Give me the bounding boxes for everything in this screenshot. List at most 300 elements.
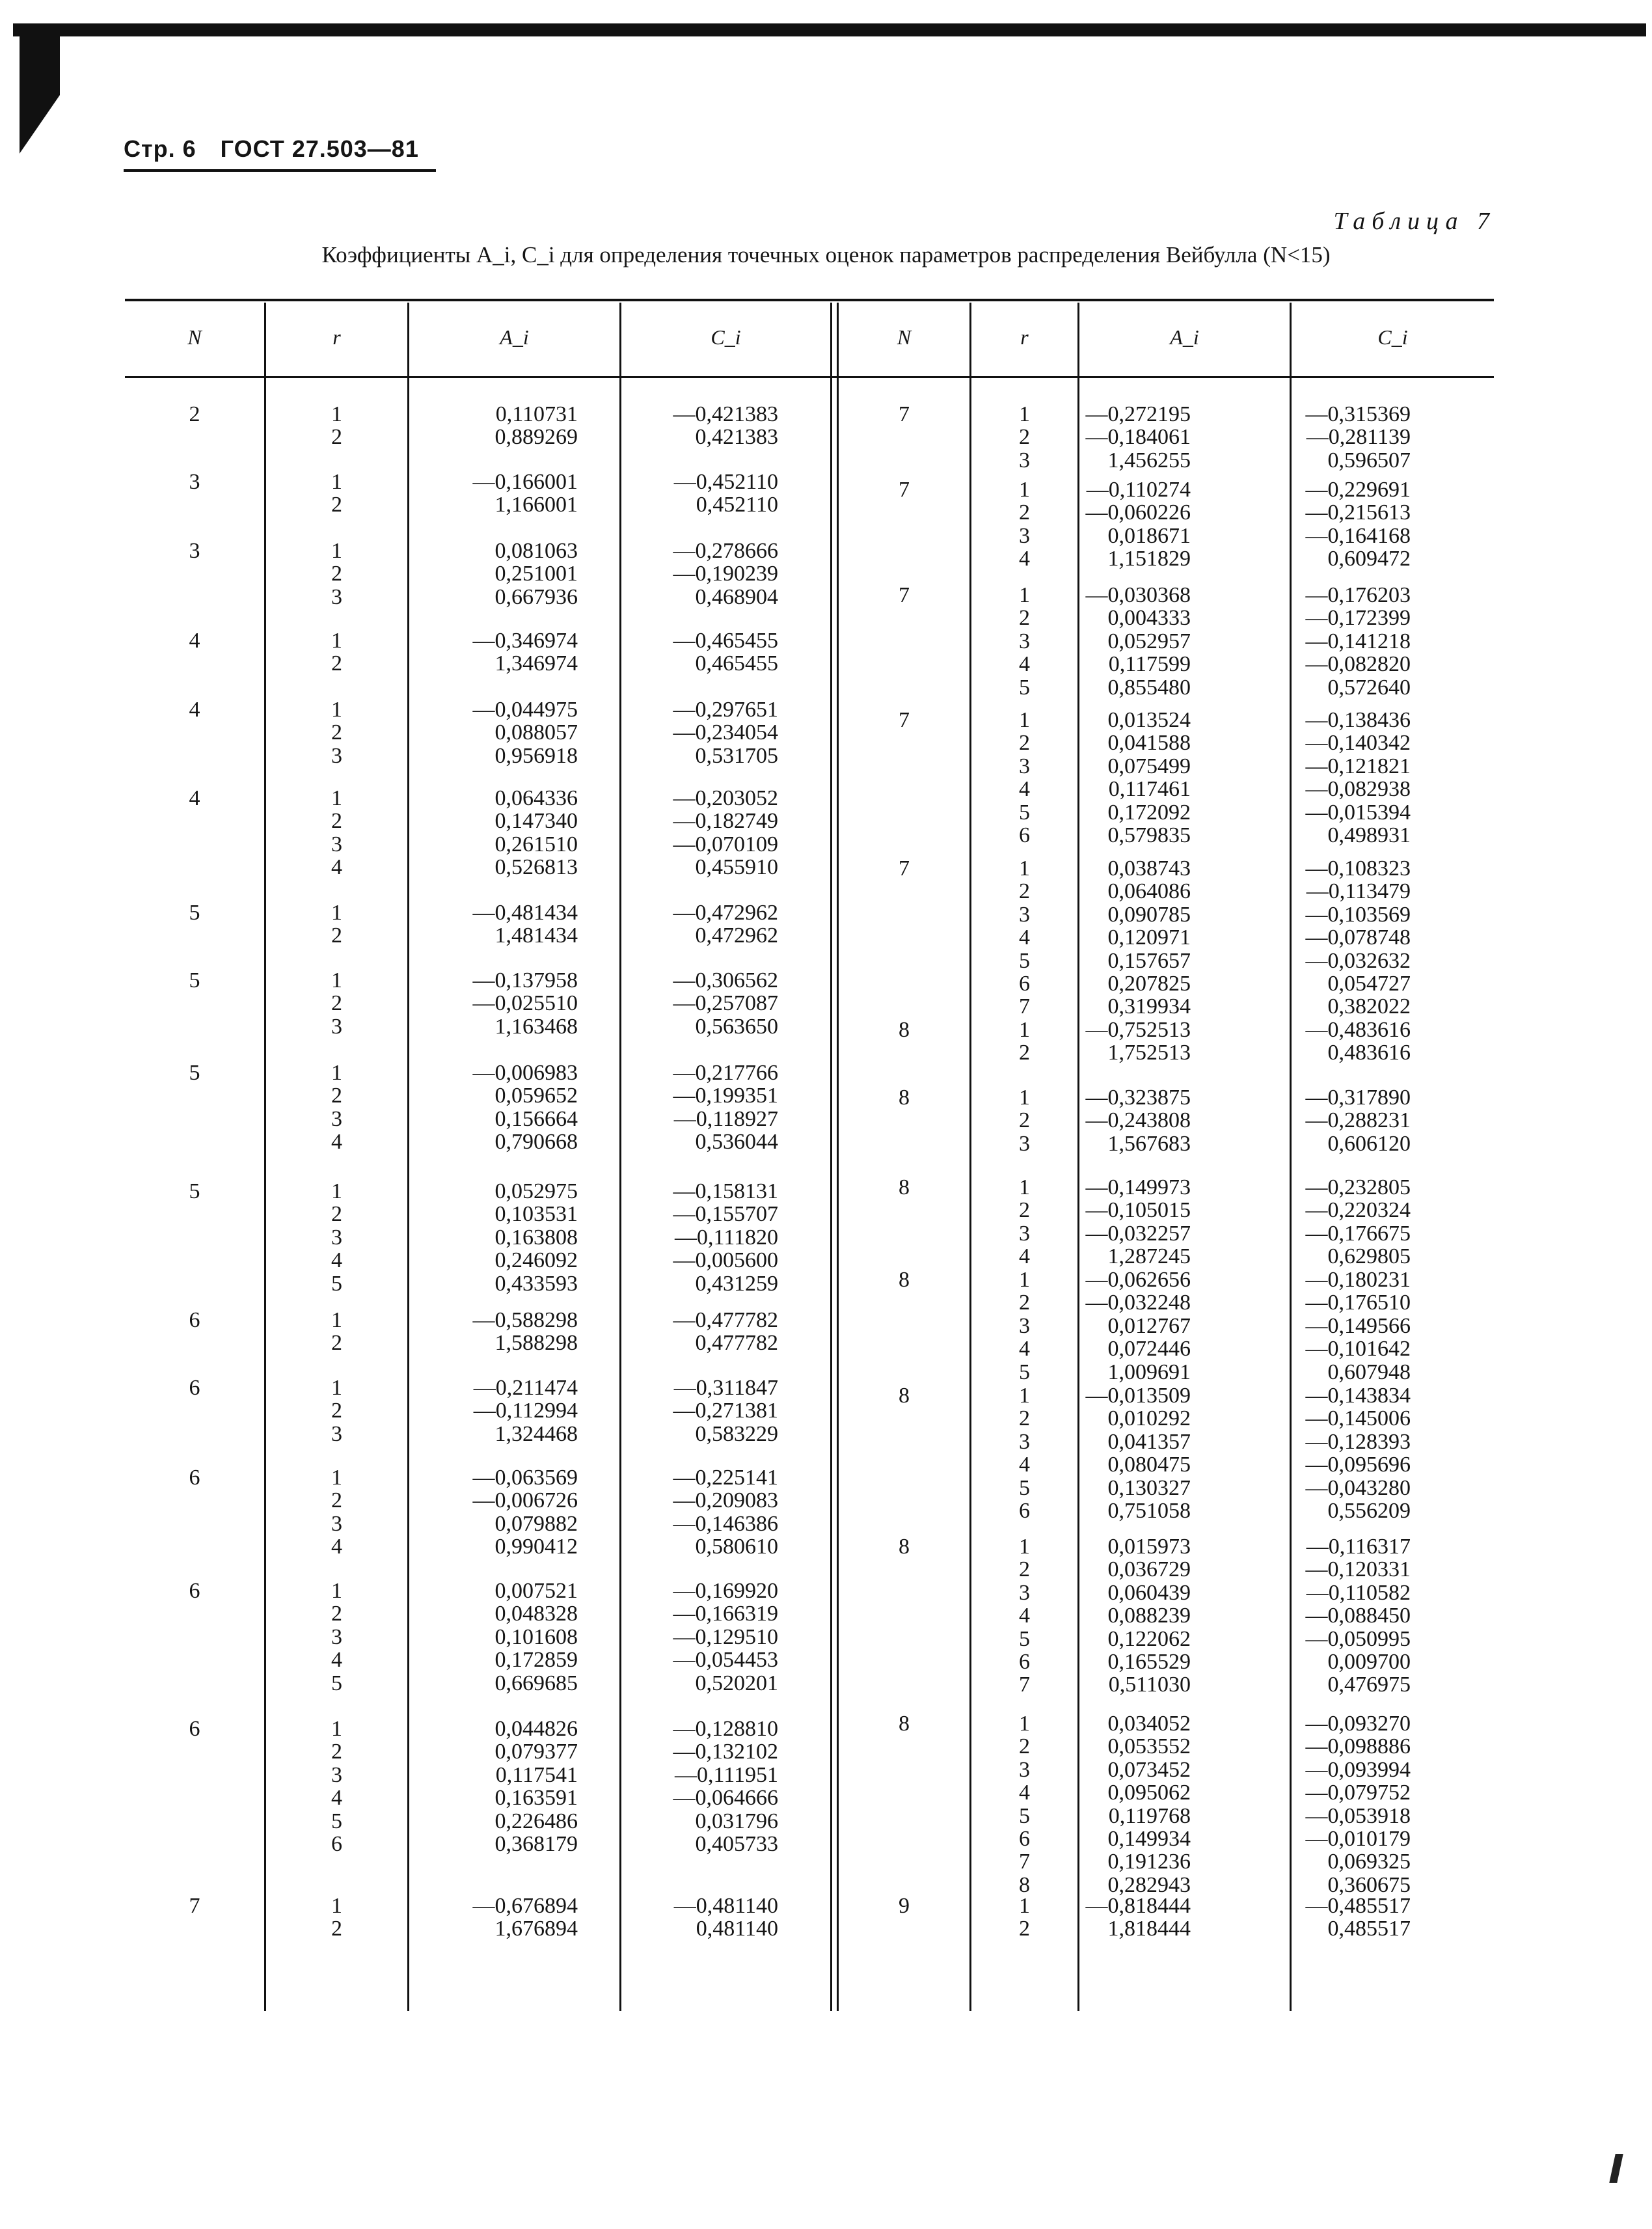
a-coefficient: 0,990412 — [494, 1535, 578, 1559]
table-top-rule — [125, 299, 1494, 301]
c-coefficient: —0,180231 — [1305, 1268, 1411, 1292]
c-coefficient: —0,070109 — [673, 832, 778, 856]
r-value: 3 — [1019, 1221, 1030, 1246]
scan-corner-mark — [20, 23, 60, 154]
r-value: 2 — [331, 1602, 342, 1626]
a-coefficient: 0,060439 — [1107, 1580, 1191, 1605]
a-coefficient: 0,157657 — [1107, 948, 1191, 973]
c-coefficient: 0,405733 — [695, 1832, 778, 1856]
a-coefficient: 1,324468 — [494, 1421, 578, 1446]
a-coefficient: —0,481434 — [472, 901, 578, 925]
r-value: 1 — [1019, 1384, 1030, 1408]
n-value: 2 — [189, 402, 200, 426]
a-coefficient: 0,130327 — [1107, 1475, 1191, 1500]
r-value: 8 — [1019, 1872, 1030, 1897]
c-coefficient: —0,103569 — [1305, 902, 1411, 927]
n-value: 4 — [189, 698, 200, 722]
a-coefficient: 1,676894 — [494, 1917, 578, 1941]
r-value: 5 — [1019, 948, 1030, 973]
a-coefficient: 0,226486 — [494, 1809, 578, 1833]
c-coefficient: —0,054453 — [673, 1648, 778, 1673]
r-value: 2 — [1019, 1917, 1030, 1941]
r-value: 4 — [1019, 1244, 1030, 1269]
r-value: 1 — [1019, 1894, 1030, 1918]
c-coefficient: —0,010179 — [1305, 1827, 1411, 1851]
c-coefficient: 0,360675 — [1327, 1872, 1411, 1897]
c-coefficient: 0,583229 — [695, 1421, 778, 1446]
a-coefficient: —0,025510 — [472, 991, 578, 1016]
r-value: 4 — [1019, 652, 1030, 677]
c-coefficient: —0,101642 — [1305, 1337, 1411, 1361]
a-coefficient: —0,184061 — [1085, 425, 1191, 450]
header-r-left: r — [332, 325, 341, 349]
c-coefficient: —0,088450 — [1305, 1604, 1411, 1628]
c-coefficient: —0,190239 — [673, 562, 778, 586]
r-value: 2 — [331, 1917, 342, 1941]
r-value: 1 — [331, 1179, 342, 1203]
n-value: 8 — [899, 1712, 910, 1736]
r-value: 1 — [1019, 1268, 1030, 1292]
a-coefficient: —0,006983 — [472, 1061, 578, 1085]
c-coefficient: —0,043280 — [1305, 1475, 1411, 1500]
c-coefficient: 0,498931 — [1327, 823, 1411, 847]
c-coefficient: 0,572640 — [1327, 675, 1411, 700]
a-coefficient: —0,818444 — [1085, 1894, 1191, 1918]
c-coefficient: —0,472962 — [673, 901, 778, 925]
c-coefficient: 0,481140 — [696, 1917, 778, 1941]
a-coefficient: 0,191236 — [1107, 1850, 1191, 1874]
c-coefficient: 0,629805 — [1327, 1244, 1411, 1269]
r-value: 3 — [1019, 523, 1030, 548]
c-coefficient: 0,483616 — [1327, 1041, 1411, 1065]
a-coefficient: —0,030368 — [1085, 583, 1191, 607]
n-value: 9 — [899, 1894, 910, 1918]
a-coefficient: 0,165529 — [1107, 1650, 1191, 1674]
r-value: 2 — [331, 425, 342, 450]
r-value: 5 — [331, 1671, 342, 1695]
n-value: 8 — [899, 1384, 910, 1408]
c-coefficient: —0,098886 — [1305, 1734, 1411, 1759]
r-value: 2 — [331, 809, 342, 834]
a-coefficient: 1,009691 — [1107, 1360, 1191, 1384]
r-value: 2 — [1019, 1108, 1030, 1133]
n-value: 8 — [899, 1268, 910, 1292]
header-c-left: C_i — [711, 325, 741, 349]
c-coefficient: 0,472962 — [695, 923, 778, 948]
c-coefficient: —0,217766 — [673, 1061, 778, 1085]
r-value: 3 — [1019, 1131, 1030, 1156]
c-coefficient: —0,128810 — [673, 1717, 778, 1741]
r-value: 4 — [1019, 1781, 1030, 1805]
c-coefficient: —0,095696 — [1305, 1453, 1411, 1477]
c-coefficient: 0,580610 — [695, 1535, 778, 1559]
r-value: 3 — [1019, 448, 1030, 472]
r-value: 1 — [331, 402, 342, 426]
r-value: 4 — [331, 1535, 342, 1559]
r-value: 4 — [1019, 1604, 1030, 1628]
a-coefficient: 1,567683 — [1107, 1131, 1191, 1156]
c-coefficient: 0,468904 — [695, 584, 778, 609]
n-value: 5 — [189, 1061, 200, 1085]
page-number: Стр. 6 — [124, 135, 196, 162]
c-coefficient: 0,382022 — [1327, 994, 1411, 1019]
a-coefficient: 0,172859 — [494, 1648, 578, 1673]
r-value: 2 — [331, 991, 342, 1016]
r-value: 3 — [331, 1106, 342, 1131]
a-coefficient: 0,036729 — [1107, 1557, 1191, 1582]
r-value: 6 — [1019, 1827, 1030, 1851]
r-value: 1 — [1019, 478, 1030, 502]
r-value: 3 — [331, 1225, 342, 1250]
c-coefficient: —0,111951 — [675, 1762, 778, 1787]
n-value: 7 — [899, 478, 910, 502]
c-coefficient: —0,149566 — [1305, 1313, 1411, 1338]
c-coefficient: —0,145006 — [1305, 1406, 1411, 1431]
c-coefficient: —0,078748 — [1305, 925, 1411, 950]
r-value: 2 — [331, 651, 342, 676]
r-value: 4 — [1019, 1337, 1030, 1361]
a-coefficient: 0,122062 — [1107, 1626, 1191, 1651]
a-coefficient: 0,052975 — [494, 1179, 578, 1203]
c-coefficient: —0,140342 — [1305, 731, 1411, 756]
n-value: 5 — [189, 901, 200, 925]
a-coefficient: 0,433593 — [494, 1271, 578, 1296]
r-value: 3 — [1019, 1757, 1030, 1782]
n-value: 8 — [899, 1086, 910, 1110]
c-coefficient: 0,452110 — [696, 493, 778, 517]
a-coefficient: 0,855480 — [1107, 675, 1191, 700]
c-coefficient: —0,132102 — [673, 1740, 778, 1764]
c-coefficient: —0,452110 — [673, 470, 778, 494]
c-coefficient: 0,431259 — [695, 1271, 778, 1296]
c-coefficient: —0,203052 — [673, 786, 778, 810]
a-coefficient: —0,013509 — [1085, 1384, 1191, 1408]
r-value: 2 — [1019, 500, 1030, 525]
r-value: 1 — [331, 698, 342, 722]
c-coefficient: —0,421383 — [673, 402, 778, 426]
c-coefficient: —0,093270 — [1305, 1712, 1411, 1736]
r-value: 1 — [331, 470, 342, 494]
a-coefficient: 0,072446 — [1107, 1337, 1191, 1361]
a-coefficient: —0,062656 — [1085, 1268, 1191, 1292]
n-value: 3 — [189, 470, 200, 494]
a-coefficient: —0,149973 — [1085, 1175, 1191, 1199]
a-coefficient: 1,818444 — [1107, 1917, 1191, 1941]
c-coefficient: —0,128393 — [1305, 1429, 1411, 1454]
c-coefficient: —0,481140 — [673, 1894, 778, 1918]
page-header — [124, 135, 436, 172]
a-coefficient: 0,667936 — [494, 584, 578, 609]
r-value: 4 — [331, 1648, 342, 1673]
r-value: 1 — [331, 1376, 342, 1400]
c-coefficient: —0,129510 — [673, 1624, 778, 1649]
c-coefficient: —0,005600 — [673, 1248, 778, 1273]
column-divider-double — [837, 303, 839, 2011]
c-coefficient: 0,520201 — [695, 1671, 778, 1695]
n-value: 8 — [899, 1175, 910, 1199]
table-label: Таблица 7 — [1333, 208, 1496, 235]
c-coefficient: —0,015394 — [1305, 800, 1411, 825]
a-coefficient: 0,246092 — [494, 1248, 578, 1273]
r-value: 1 — [1019, 1535, 1030, 1559]
r-value: 1 — [331, 629, 342, 653]
a-coefficient: 0,101608 — [494, 1624, 578, 1649]
r-value: 7 — [1019, 1673, 1030, 1697]
header-n-left: N — [187, 325, 202, 349]
r-value: 1 — [1019, 583, 1030, 607]
r-value: 2 — [1019, 1041, 1030, 1065]
c-coefficient: —0,169920 — [673, 1579, 778, 1603]
a-coefficient: —0,211474 — [473, 1376, 578, 1400]
a-coefficient: 0,041357 — [1107, 1429, 1191, 1454]
a-coefficient: —0,063569 — [472, 1466, 578, 1490]
a-coefficient: 0,013524 — [1107, 708, 1191, 732]
r-value: 4 — [1019, 925, 1030, 950]
a-coefficient: 0,956918 — [494, 743, 578, 768]
r-value: 1 — [331, 786, 342, 810]
r-value: 1 — [331, 901, 342, 925]
header-a-right: A_i — [1170, 325, 1199, 349]
a-coefficient: 0,751058 — [1107, 1499, 1191, 1523]
n-value: 6 — [189, 1308, 200, 1332]
r-value: 2 — [1019, 1198, 1030, 1223]
a-coefficient: 1,166001 — [494, 493, 578, 517]
c-coefficient: —0,234054 — [673, 720, 778, 745]
a-coefficient: 0,041588 — [1107, 731, 1191, 756]
r-value: 3 — [331, 1014, 342, 1039]
a-coefficient: 0,088057 — [494, 720, 578, 745]
a-coefficient: 0,064086 — [1107, 879, 1191, 904]
r-value: 3 — [1019, 1580, 1030, 1605]
a-coefficient: 1,752513 — [1107, 1041, 1191, 1065]
r-value: 3 — [1019, 754, 1030, 778]
a-coefficient: 0,081063 — [494, 539, 578, 563]
c-coefficient: 0,536044 — [695, 1130, 778, 1155]
c-coefficient: 0,477782 — [695, 1331, 778, 1356]
a-coefficient: 0,064336 — [494, 786, 578, 810]
r-value: 2 — [1019, 1557, 1030, 1582]
a-coefficient: 0,110731 — [495, 402, 578, 426]
a-coefficient: —0,346974 — [472, 629, 578, 653]
a-coefficient: 0,012767 — [1107, 1313, 1191, 1338]
n-value: 6 — [189, 1579, 200, 1603]
c-coefficient: —0,093994 — [1305, 1757, 1411, 1782]
c-coefficient: —0,110582 — [1306, 1580, 1411, 1605]
a-coefficient: 0,147340 — [494, 809, 578, 834]
a-coefficient: 0,095062 — [1107, 1781, 1191, 1805]
r-value: 1 — [331, 1308, 342, 1332]
r-value: 2 — [1019, 731, 1030, 756]
r-value: 2 — [331, 923, 342, 948]
c-coefficient: —0,477782 — [673, 1308, 778, 1332]
r-value: 7 — [1019, 994, 1030, 1019]
r-value: 1 — [1019, 1086, 1030, 1110]
r-value: 1 — [1019, 1712, 1030, 1736]
a-coefficient: —0,137958 — [472, 968, 578, 992]
c-coefficient: —0,209083 — [673, 1488, 778, 1513]
n-value: 6 — [189, 1717, 200, 1741]
a-coefficient: 0,117599 — [1108, 652, 1191, 677]
a-coefficient: 0,282943 — [1107, 1872, 1191, 1897]
c-coefficient: —0,225141 — [673, 1466, 778, 1490]
r-value: 1 — [331, 1894, 342, 1918]
r-value: 2 — [331, 493, 342, 517]
a-coefficient: 0,579835 — [1107, 823, 1191, 847]
a-coefficient: 0,117541 — [495, 1762, 578, 1787]
a-coefficient: —0,044975 — [472, 698, 578, 722]
c-coefficient: 0,531705 — [695, 743, 778, 768]
a-coefficient: 0,163808 — [494, 1225, 578, 1250]
r-value: 1 — [331, 1717, 342, 1741]
a-coefficient: 0,044826 — [494, 1717, 578, 1741]
r-value: 2 — [331, 1488, 342, 1513]
c-coefficient: —0,485517 — [1305, 1894, 1411, 1918]
a-coefficient: 0,034052 — [1107, 1712, 1191, 1736]
a-coefficient: 0,088239 — [1107, 1604, 1191, 1628]
a-coefficient: 0,048328 — [494, 1602, 578, 1626]
r-value: 1 — [331, 1579, 342, 1603]
a-coefficient: 1,346974 — [494, 651, 578, 676]
c-coefficient: 0,465455 — [695, 651, 778, 676]
c-coefficient: —0,315369 — [1305, 402, 1411, 426]
r-value: 6 — [331, 1832, 342, 1856]
c-coefficient: —0,311847 — [673, 1376, 778, 1400]
r-value: 1 — [1019, 708, 1030, 732]
r-value: 1 — [331, 968, 342, 992]
a-coefficient: —0,272195 — [1085, 402, 1191, 426]
a-coefficient: —0,323875 — [1085, 1086, 1191, 1110]
n-value: 4 — [189, 629, 200, 653]
a-coefficient: 0,526813 — [494, 855, 578, 880]
c-coefficient: —0,050995 — [1305, 1626, 1411, 1651]
c-coefficient: —0,141218 — [1305, 629, 1411, 653]
a-coefficient: 0,073452 — [1107, 1757, 1191, 1782]
a-coefficient: 0,368179 — [494, 1832, 578, 1856]
a-coefficient: 0,007521 — [494, 1579, 578, 1603]
header-a-left: A_i — [500, 325, 529, 349]
r-value: 2 — [1019, 606, 1030, 631]
r-value: 6 — [1019, 823, 1030, 847]
a-coefficient: 0,261510 — [494, 832, 578, 856]
c-coefficient: —0,120331 — [1305, 1557, 1411, 1582]
r-value: 3 — [331, 584, 342, 609]
c-coefficient: —0,164168 — [1305, 523, 1411, 548]
a-coefficient: 0,038743 — [1107, 856, 1191, 881]
r-value: 2 — [331, 1084, 342, 1108]
r-value: 2 — [1019, 879, 1030, 904]
r-value: 1 — [331, 539, 342, 563]
r-value: 2 — [331, 1740, 342, 1764]
c-coefficient: —0,111820 — [675, 1225, 778, 1250]
r-value: 2 — [331, 1399, 342, 1423]
r-value: 5 — [1019, 800, 1030, 825]
n-value: 6 — [189, 1376, 200, 1400]
c-coefficient: 0,563650 — [695, 1014, 778, 1039]
r-value: 1 — [1019, 402, 1030, 426]
c-coefficient: —0,108323 — [1305, 856, 1411, 881]
r-value: 5 — [1019, 675, 1030, 700]
c-coefficient: —0,288231 — [1305, 1108, 1411, 1133]
r-value: 7 — [1019, 1850, 1030, 1874]
c-coefficient: —0,138436 — [1305, 708, 1411, 732]
r-value: 2 — [1019, 1734, 1030, 1759]
c-coefficient: —0,032632 — [1305, 948, 1411, 973]
r-value: 5 — [1019, 1626, 1030, 1651]
a-coefficient: 0,163591 — [494, 1786, 578, 1811]
a-coefficient: 0,079377 — [494, 1740, 578, 1764]
a-coefficient: 0,053552 — [1107, 1734, 1191, 1759]
column-divider-double — [830, 303, 832, 2011]
a-coefficient: 0,103531 — [494, 1202, 578, 1227]
r-value: 4 — [331, 855, 342, 880]
c-coefficient: —0,158131 — [673, 1179, 778, 1203]
a-coefficient: 1,588298 — [494, 1331, 578, 1356]
r-value: 2 — [331, 720, 342, 745]
r-value: 2 — [1019, 1406, 1030, 1431]
c-coefficient: —0,182749 — [673, 809, 778, 834]
c-coefficient: —0,121821 — [1305, 754, 1411, 778]
c-coefficient: —0,465455 — [673, 629, 778, 653]
a-coefficient: 1,163468 — [494, 1014, 578, 1039]
c-coefficient: 0,596507 — [1327, 448, 1411, 472]
c-coefficient: —0,229691 — [1305, 478, 1411, 502]
c-coefficient: 0,485517 — [1327, 1917, 1411, 1941]
n-value: 5 — [189, 1179, 200, 1203]
n-value: 7 — [189, 1894, 200, 1918]
r-value: 4 — [1019, 547, 1030, 571]
a-coefficient: —0,032248 — [1085, 1291, 1191, 1315]
a-coefficient: 0,075499 — [1107, 754, 1191, 778]
c-coefficient: —0,317890 — [1305, 1086, 1411, 1110]
r-value: 2 — [1019, 1291, 1030, 1315]
a-coefficient: 0,010292 — [1107, 1406, 1191, 1431]
a-coefficient: —0,006726 — [472, 1488, 578, 1513]
scan-edge-mark — [1609, 2154, 1623, 2183]
c-coefficient: 0,069325 — [1327, 1850, 1411, 1874]
a-coefficient: 0,156664 — [494, 1106, 578, 1131]
a-coefficient: 0,889269 — [494, 425, 578, 450]
a-coefficient: 0,511030 — [1108, 1673, 1191, 1697]
c-coefficient: —0,306562 — [673, 968, 778, 992]
r-value: 3 — [1019, 1313, 1030, 1338]
r-value: 3 — [331, 1421, 342, 1446]
c-coefficient: 0,031796 — [695, 1809, 778, 1833]
standard-code: ГОСТ 27.503—81 — [220, 135, 419, 162]
a-coefficient: —0,752513 — [1085, 1018, 1191, 1042]
a-coefficient: 0,207825 — [1107, 972, 1191, 996]
header-n-right: N — [897, 325, 912, 349]
scan-top-border — [13, 23, 1646, 36]
a-coefficient: 0,669685 — [494, 1671, 578, 1695]
a-coefficient: —0,105015 — [1085, 1198, 1191, 1223]
c-coefficient: —0,155707 — [673, 1202, 778, 1227]
a-coefficient: 0,172092 — [1107, 800, 1191, 825]
a-coefficient: 0,090785 — [1107, 902, 1191, 927]
c-coefficient: —0,079752 — [1305, 1781, 1411, 1805]
a-coefficient: —0,588298 — [472, 1308, 578, 1332]
r-value: 5 — [1019, 1360, 1030, 1384]
c-coefficient: —0,271381 — [673, 1399, 778, 1423]
c-coefficient: —0,176510 — [1305, 1291, 1411, 1315]
a-coefficient: —0,676894 — [472, 1894, 578, 1918]
c-coefficient: 0,556209 — [1327, 1499, 1411, 1523]
c-coefficient: —0,199351 — [673, 1084, 778, 1108]
a-coefficient: 0,080475 — [1107, 1453, 1191, 1477]
c-coefficient: 0,607948 — [1327, 1360, 1411, 1384]
c-coefficient: —0,082938 — [1305, 777, 1411, 802]
a-coefficient: —0,032257 — [1085, 1221, 1191, 1246]
r-value: 1 — [331, 1061, 342, 1085]
